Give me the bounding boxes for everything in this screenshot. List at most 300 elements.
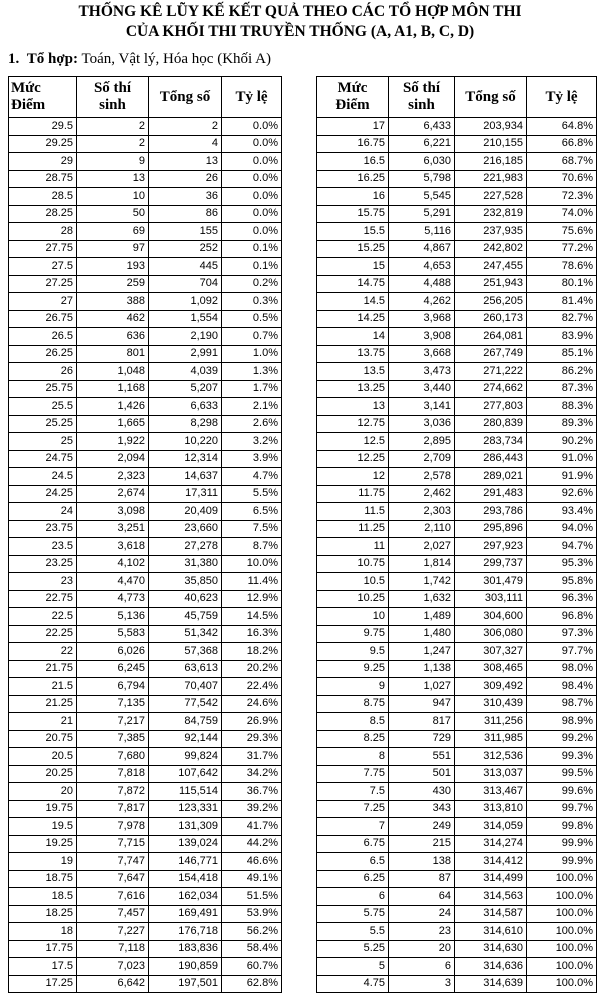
cell-candidates: 3,968 — [389, 310, 455, 328]
table-row — [317, 538, 597, 556]
cell-candidates: 87 — [389, 870, 455, 888]
cell-ratio: 18.2% — [222, 643, 282, 661]
cell-score-level: 12.75 — [317, 415, 389, 433]
cell-ratio: 3.9% — [222, 450, 282, 468]
cell-candidates: 24 — [389, 905, 455, 923]
table-row — [317, 310, 597, 328]
table-row — [9, 223, 282, 241]
cell-ratio: 99.7% — [527, 800, 597, 818]
cell-total: 31,380 — [149, 555, 222, 573]
cell-candidates: 10 — [77, 188, 149, 206]
cell-score-level: 23 — [9, 573, 77, 591]
cell-score-level: 14.5 — [317, 293, 389, 311]
cell-candidates: 3,036 — [389, 415, 455, 433]
table-row — [9, 415, 282, 433]
cell-candidates: 1,138 — [389, 660, 455, 678]
cell-ratio: 98.7% — [527, 695, 597, 713]
cell-score-level: 23.75 — [9, 520, 77, 538]
cell-score-level: 26.75 — [9, 310, 77, 328]
cell-ratio: 1.7% — [222, 380, 282, 398]
cell-total: 308,465 — [455, 660, 527, 678]
cell-candidates: 2,323 — [77, 468, 149, 486]
cell-candidates: 4,773 — [77, 590, 149, 608]
cell-ratio: 99.8% — [527, 818, 597, 836]
table-row — [317, 345, 597, 363]
cell-candidates: 1,027 — [389, 678, 455, 696]
cell-total: 139,024 — [149, 835, 222, 853]
cell-total: 312,536 — [455, 748, 527, 766]
cell-ratio: 72.3% — [527, 188, 597, 206]
cell-total: 20,409 — [149, 503, 222, 521]
cell-score-level: 16.25 — [317, 170, 389, 188]
cell-candidates: 215 — [389, 835, 455, 853]
cell-candidates: 462 — [77, 310, 149, 328]
cell-ratio: 60.7% — [222, 958, 282, 976]
table-row — [317, 433, 597, 451]
cell-score-level: 5.75 — [317, 905, 389, 923]
cell-ratio: 74.0% — [527, 205, 597, 223]
cell-score-level: 29.25 — [9, 135, 77, 153]
cell-score-level: 11.25 — [317, 520, 389, 538]
cell-ratio: 14.5% — [222, 608, 282, 626]
cell-score-level: 22.75 — [9, 590, 77, 608]
cell-total: 313,037 — [455, 765, 527, 783]
cell-ratio: 0.5% — [222, 310, 282, 328]
cell-total: 311,256 — [455, 713, 527, 731]
table-row — [9, 468, 282, 486]
cell-score-level: 17.75 — [9, 940, 77, 958]
header-row — [317, 77, 597, 118]
table-row — [317, 870, 597, 888]
cell-score-level: 27.25 — [9, 275, 77, 293]
cell-candidates: 23 — [389, 923, 455, 941]
cell-ratio: 0.2% — [222, 275, 282, 293]
cell-score-level: 29 — [9, 153, 77, 171]
table-row — [317, 608, 597, 626]
cell-total: 131,309 — [149, 818, 222, 836]
table-row — [317, 328, 597, 346]
cell-candidates: 7,818 — [77, 765, 149, 783]
cell-candidates: 6,794 — [77, 678, 149, 696]
table-row — [317, 713, 597, 731]
cell-score-level: 8.75 — [317, 695, 389, 713]
cell-score-level: 20.75 — [9, 730, 77, 748]
cell-total: 314,059 — [455, 818, 527, 836]
cell-score-level: 19.5 — [9, 818, 77, 836]
table-row — [9, 240, 282, 258]
table-row — [317, 205, 597, 223]
cell-total: 304,600 — [455, 608, 527, 626]
cell-candidates: 3,440 — [389, 380, 455, 398]
table-row — [9, 205, 282, 223]
table-row — [317, 118, 597, 136]
cell-total: 123,331 — [149, 800, 222, 818]
table-row — [317, 468, 597, 486]
table-row — [9, 485, 282, 503]
cell-ratio: 12.9% — [222, 590, 282, 608]
table-row — [9, 678, 282, 696]
table-row — [317, 783, 597, 801]
cell-score-level: 27.75 — [9, 240, 77, 258]
cell-ratio: 98.9% — [527, 713, 597, 731]
table-row — [9, 940, 282, 958]
table-row — [9, 118, 282, 136]
cell-score-level: 24 — [9, 503, 77, 521]
cell-ratio: 100.0% — [527, 923, 597, 941]
cell-total: 301,479 — [455, 573, 527, 591]
cell-score-level: 12.5 — [317, 433, 389, 451]
cell-ratio: 3.2% — [222, 433, 282, 451]
cell-total: 197,501 — [149, 975, 222, 993]
table-row — [317, 240, 597, 258]
cell-total: 295,896 — [455, 520, 527, 538]
table-row — [9, 660, 282, 678]
cell-total: 247,455 — [455, 258, 527, 276]
cell-candidates: 9 — [77, 153, 149, 171]
cell-score-level: 26.25 — [9, 345, 77, 363]
table-row — [317, 835, 597, 853]
cell-candidates: 7,747 — [77, 853, 149, 871]
table-row — [317, 748, 597, 766]
cell-ratio: 24.6% — [222, 695, 282, 713]
section-value: Toán, Vật lý, Hóa học (Khối A) — [81, 51, 271, 67]
cell-candidates: 1,168 — [77, 380, 149, 398]
cell-total: 35,850 — [149, 573, 222, 591]
table-row — [317, 958, 597, 976]
table-row — [317, 223, 597, 241]
cell-total: 310,439 — [455, 695, 527, 713]
cell-score-level: 21 — [9, 713, 77, 731]
cell-score-level: 15.75 — [317, 205, 389, 223]
cell-ratio: 80.1% — [527, 275, 597, 293]
table-row — [317, 555, 597, 573]
table-row — [317, 380, 597, 398]
cell-total: 2,991 — [149, 345, 222, 363]
cell-candidates: 1,426 — [77, 398, 149, 416]
cell-total: 203,934 — [455, 118, 527, 136]
cell-ratio: 0.0% — [222, 170, 282, 188]
cell-ratio: 92.6% — [527, 485, 597, 503]
cell-ratio: 5.5% — [222, 485, 282, 503]
cell-score-level: 5.25 — [317, 940, 389, 958]
section-heading — [8, 49, 271, 69]
cell-ratio: 7.5% — [222, 520, 282, 538]
cell-total: 92,144 — [149, 730, 222, 748]
cell-score-level: 28.25 — [9, 205, 77, 223]
cell-total: 10,220 — [149, 433, 222, 451]
cell-candidates: 5,583 — [77, 625, 149, 643]
cell-ratio: 100.0% — [527, 905, 597, 923]
table-row — [9, 153, 282, 171]
cell-score-level: 17.5 — [9, 958, 77, 976]
table-row — [9, 135, 282, 153]
cell-ratio: 62.8% — [222, 975, 282, 993]
cell-ratio: 36.7% — [222, 783, 282, 801]
cell-total: 267,749 — [455, 345, 527, 363]
cell-ratio: 81.4% — [527, 293, 597, 311]
table-row — [317, 975, 597, 993]
cell-candidates: 249 — [389, 818, 455, 836]
table-row — [317, 695, 597, 713]
cell-ratio: 82.7% — [527, 310, 597, 328]
title-line-1: THỐNG KÊ LŨY KẾ KẾT QUẢ THEO CÁC TỔ HỢP MÔN THI — [78, 3, 522, 20]
cell-total: 314,412 — [455, 853, 527, 871]
cell-candidates: 69 — [77, 223, 149, 241]
cell-total: 704 — [149, 275, 222, 293]
cell-total: 162,034 — [149, 888, 222, 906]
cell-score-level: 14.75 — [317, 275, 389, 293]
cell-score-level: 15.5 — [317, 223, 389, 241]
cell-candidates: 2 — [77, 118, 149, 136]
cell-candidates: 1,742 — [389, 573, 455, 591]
cell-score-level: 24.25 — [9, 485, 77, 503]
cell-score-level: 16.5 — [317, 153, 389, 171]
cell-candidates: 7,457 — [77, 905, 149, 923]
cell-candidates: 1,922 — [77, 433, 149, 451]
cell-score-level: 8 — [317, 748, 389, 766]
cell-score-level: 24.5 — [9, 468, 77, 486]
table-row — [9, 310, 282, 328]
cell-ratio: 95.8% — [527, 573, 597, 591]
table-row — [317, 590, 597, 608]
cell-score-level: 9 — [317, 678, 389, 696]
table-row — [317, 398, 597, 416]
cell-total: 26 — [149, 170, 222, 188]
cell-score-level: 19.25 — [9, 835, 77, 853]
cell-score-level: 17 — [317, 118, 389, 136]
cell-ratio: 99.9% — [527, 835, 597, 853]
cell-total: 70,407 — [149, 678, 222, 696]
cell-candidates: 97 — [77, 240, 149, 258]
cell-total: 27,278 — [149, 538, 222, 556]
cell-ratio: 0.1% — [222, 240, 282, 258]
cell-total: 291,483 — [455, 485, 527, 503]
cell-total: 40,623 — [149, 590, 222, 608]
cell-ratio: 6.5% — [222, 503, 282, 521]
cell-score-level: 13.5 — [317, 363, 389, 381]
cell-score-level: 11 — [317, 538, 389, 556]
cell-score-level: 11.5 — [317, 503, 389, 521]
cell-total: 314,563 — [455, 888, 527, 906]
table-row — [9, 783, 282, 801]
cell-score-level: 23.25 — [9, 555, 77, 573]
cell-ratio: 49.1% — [222, 870, 282, 888]
cell-ratio: 93.4% — [527, 503, 597, 521]
cell-total: 311,985 — [455, 730, 527, 748]
table-row — [9, 695, 282, 713]
cell-score-level: 17.25 — [9, 975, 77, 993]
table-row — [9, 923, 282, 941]
cell-score-level: 19.75 — [9, 800, 77, 818]
cell-total: 210,155 — [455, 135, 527, 153]
cell-total: 297,923 — [455, 538, 527, 556]
cell-total: 237,935 — [455, 223, 527, 241]
cell-score-level: 14 — [317, 328, 389, 346]
cell-total: 232,819 — [455, 205, 527, 223]
cell-total: 84,759 — [149, 713, 222, 731]
cell-ratio: 97.7% — [527, 643, 597, 661]
cell-ratio: 39.2% — [222, 800, 282, 818]
cell-candidates: 13 — [77, 170, 149, 188]
cell-total: 307,327 — [455, 643, 527, 661]
table-row — [9, 818, 282, 836]
cell-candidates: 7,023 — [77, 958, 149, 976]
cell-total: 99,824 — [149, 748, 222, 766]
cell-candidates: 1,247 — [389, 643, 455, 661]
cell-score-level: 26.5 — [9, 328, 77, 346]
cell-total: 314,499 — [455, 870, 527, 888]
table-row — [9, 800, 282, 818]
cell-ratio: 22.4% — [222, 678, 282, 696]
header-ratio: Tỷ lệ — [222, 77, 282, 118]
cell-total: 277,803 — [455, 398, 527, 416]
cell-candidates: 3,141 — [389, 398, 455, 416]
cell-total: 309,492 — [455, 678, 527, 696]
table-row — [317, 853, 597, 871]
cell-total: 314,610 — [455, 923, 527, 941]
cell-total: 264,081 — [455, 328, 527, 346]
cell-candidates: 430 — [389, 783, 455, 801]
cell-ratio: 96.8% — [527, 608, 597, 626]
cell-ratio: 98.0% — [527, 660, 597, 678]
cell-ratio: 0.0% — [222, 188, 282, 206]
table-row — [317, 730, 597, 748]
cell-ratio: 99.2% — [527, 730, 597, 748]
cell-total: 314,274 — [455, 835, 527, 853]
cell-score-level: 6.75 — [317, 835, 389, 853]
cell-score-level: 25.25 — [9, 415, 77, 433]
cell-candidates: 5,136 — [77, 608, 149, 626]
table-row — [9, 590, 282, 608]
table-row — [317, 275, 597, 293]
table-row — [9, 380, 282, 398]
cell-candidates: 2,578 — [389, 468, 455, 486]
table-row — [317, 293, 597, 311]
cell-candidates: 7,135 — [77, 695, 149, 713]
table-row — [9, 625, 282, 643]
cell-candidates: 947 — [389, 695, 455, 713]
cell-ratio: 58.4% — [222, 940, 282, 958]
cell-total: 13 — [149, 153, 222, 171]
cell-total: 216,185 — [455, 153, 527, 171]
cell-total: 176,718 — [149, 923, 222, 941]
cell-candidates: 2,027 — [389, 538, 455, 556]
cell-score-level: 23.5 — [9, 538, 77, 556]
cell-score-level: 22 — [9, 643, 77, 661]
table-row — [317, 153, 597, 171]
cell-score-level: 8.25 — [317, 730, 389, 748]
cell-ratio: 53.9% — [222, 905, 282, 923]
cell-candidates: 5,291 — [389, 205, 455, 223]
table-row — [317, 415, 597, 433]
table-row — [9, 555, 282, 573]
cell-ratio: 20.2% — [222, 660, 282, 678]
table-row — [9, 188, 282, 206]
table-row — [9, 503, 282, 521]
cell-total: 271,222 — [455, 363, 527, 381]
cell-score-level: 15 — [317, 258, 389, 276]
cell-ratio: 66.8% — [527, 135, 597, 153]
cell-score-level: 27.5 — [9, 258, 77, 276]
cell-ratio: 99.3% — [527, 748, 597, 766]
cell-candidates: 5,116 — [389, 223, 455, 241]
cell-score-level: 19 — [9, 853, 77, 871]
cell-ratio: 94.0% — [527, 520, 597, 538]
cell-candidates: 6,030 — [389, 153, 455, 171]
cell-ratio: 1.0% — [222, 345, 282, 363]
header-row — [9, 77, 282, 118]
table-row — [317, 940, 597, 958]
table-row — [317, 573, 597, 591]
cell-score-level: 28 — [9, 223, 77, 241]
cell-score-level: 20 — [9, 783, 77, 801]
cell-total: 314,630 — [455, 940, 527, 958]
cell-candidates: 7,680 — [77, 748, 149, 766]
cell-score-level: 25 — [9, 433, 77, 451]
section-label: Tổ hợp: — [26, 51, 78, 67]
cell-score-level: 11.75 — [317, 485, 389, 503]
cell-total: 86 — [149, 205, 222, 223]
cell-candidates: 6,433 — [389, 118, 455, 136]
cell-ratio: 11.4% — [222, 573, 282, 591]
cell-score-level: 21.75 — [9, 660, 77, 678]
cell-candidates: 259 — [77, 275, 149, 293]
cell-candidates: 1,665 — [77, 415, 149, 433]
cell-candidates: 6,642 — [77, 975, 149, 993]
cell-total: 23,660 — [149, 520, 222, 538]
table-row — [9, 345, 282, 363]
cell-total: 227,528 — [455, 188, 527, 206]
cell-candidates: 2,094 — [77, 450, 149, 468]
table-row — [317, 520, 597, 538]
cell-score-level: 27 — [9, 293, 77, 311]
cell-total: 4 — [149, 135, 222, 153]
cell-candidates: 7,227 — [77, 923, 149, 941]
cell-candidates: 7,217 — [77, 713, 149, 731]
table-row — [9, 853, 282, 871]
cell-score-level: 7 — [317, 818, 389, 836]
cell-score-level: 13.75 — [317, 345, 389, 363]
cell-ratio: 83.9% — [527, 328, 597, 346]
cell-candidates: 64 — [389, 888, 455, 906]
cell-ratio: 95.3% — [527, 555, 597, 573]
cell-score-level: 8.5 — [317, 713, 389, 731]
cell-ratio: 90.2% — [527, 433, 597, 451]
cell-ratio: 85.1% — [527, 345, 597, 363]
cell-candidates: 343 — [389, 800, 455, 818]
cell-total: 4,039 — [149, 363, 222, 381]
cell-score-level: 13.25 — [317, 380, 389, 398]
cell-ratio: 87.3% — [527, 380, 597, 398]
cell-candidates: 3,618 — [77, 538, 149, 556]
cell-score-level: 7.5 — [317, 783, 389, 801]
cell-candidates: 636 — [77, 328, 149, 346]
cell-ratio: 98.4% — [527, 678, 597, 696]
cell-ratio: 8.7% — [222, 538, 282, 556]
cell-total: 1,554 — [149, 310, 222, 328]
cell-score-level: 20.5 — [9, 748, 77, 766]
cell-total: 146,771 — [149, 853, 222, 871]
cell-score-level: 15.25 — [317, 240, 389, 258]
cell-candidates: 4,262 — [389, 293, 455, 311]
cell-score-level: 18.25 — [9, 905, 77, 923]
cell-total: 313,810 — [455, 800, 527, 818]
table-row — [9, 398, 282, 416]
cell-candidates: 4,867 — [389, 240, 455, 258]
cell-ratio: 88.3% — [527, 398, 597, 416]
cell-candidates: 4,102 — [77, 555, 149, 573]
cell-candidates: 7,616 — [77, 888, 149, 906]
